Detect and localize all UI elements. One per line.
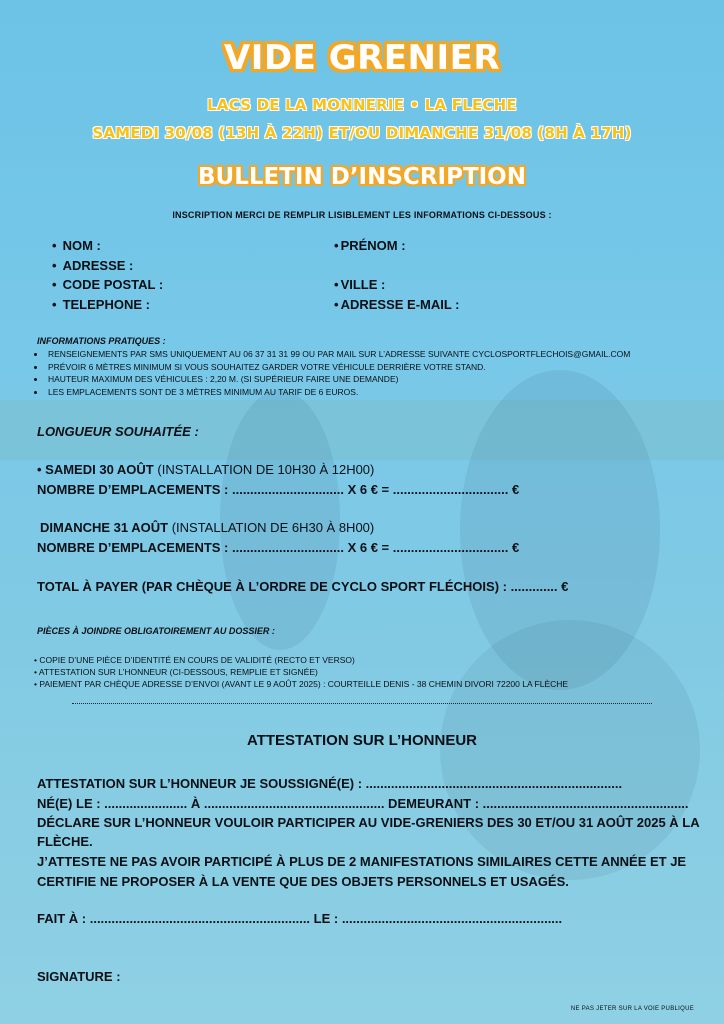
list-item: • RENSEIGNEMENTS PAR SMS UNIQUEMENT AU 06 37 31 31 99 OU PAR MAIL SUR L’ADRESSE SUIVANTE CYCLOSPORTFLECHOIS@GMAIL.COM xyxy=(46,348,706,361)
field-prenom[interactable]: • PRÉNOM : xyxy=(334,238,406,253)
field-label: PRÉNOM : xyxy=(340,238,406,253)
page-title: VIDE GRENIER xyxy=(223,38,501,78)
form-title: BULLETIN D’INSCRIPTION xyxy=(198,164,526,190)
fait-le-field[interactable]: FAIT À : ............................................................. LE : ............................................................. xyxy=(37,911,563,926)
dimanche-day: DIMANCHE 31 AOÛT xyxy=(40,520,169,535)
list-item: • PAIEMENT PAR CHÈQUE ADRESSE D’ENVOI (AVANT LE 9 AOÛT 2025) : COURTEILLE DENIS - 38 CHEMIN DIVORI 72200 LA FLÈCHE xyxy=(34,679,569,689)
background-wheel-shape xyxy=(440,620,700,880)
field-label: TELEPHONE : xyxy=(62,297,150,312)
attestation-text: CERTIFIE NE PROPOSER À LA VENTE QUE DES OBJETS PERSONNELS ET USAGÉS. xyxy=(37,874,569,889)
list-item: • LES EMPLACEMENTS SONT DE 3 MÈTRES MINIMUM AU TARIF DE 6 EUROS. xyxy=(46,386,706,399)
divider xyxy=(72,703,652,704)
field-label: VILLE : xyxy=(340,277,386,292)
field-email[interactable]: • ADRESSE E-MAIL : xyxy=(334,297,460,312)
list-item: • HAUTEUR MAXIMUM DES VÉHICULES : 2,20 M. (SI SUPÉRIEUR FAIRE UNE DEMANDE) xyxy=(46,373,706,386)
infos-heading: INFORMATIONS PRATIQUES : xyxy=(37,336,166,346)
field-adresse[interactable]: • ADRESSE : xyxy=(52,258,134,273)
samedi-emplacements-field[interactable]: NOMBRE D’EMPLACEMENTS : ............................... X 6 € = ................................ € xyxy=(37,482,520,497)
attestation-name-field[interactable]: ATTESTATION SUR L’HONNEUR JE SOUSSIGNÉ(E) : ....................................................................... xyxy=(37,776,623,791)
field-label: ADRESSE : xyxy=(62,258,134,273)
list-item: • ATTESTATION SUR L’HONNEUR (CI-DESSOUS, REMPLIE ET SIGNÉE) xyxy=(34,667,318,677)
field-telephone[interactable]: • TELEPHONE : xyxy=(52,297,150,312)
field-label: NOM : xyxy=(62,238,101,253)
field-nom[interactable]: • NOM : xyxy=(52,238,101,253)
samedi-install: (INSTALLATION DE 10H30 À 12H00) xyxy=(153,462,375,477)
attestation-birth-field[interactable]: NÉ(E) LE : ....................... À .................................................. DEMEURANT : ......................................................... xyxy=(37,796,689,811)
field-ville[interactable]: • VILLE : xyxy=(334,277,386,292)
field-label: ADRESSE E-MAIL : xyxy=(340,297,460,312)
attestation-title: ATTESTATION SUR L’HONNEUR xyxy=(247,732,477,749)
dimanche-line xyxy=(40,520,374,535)
event-location: LACS DE LA MONNERIE • LA FLECHE xyxy=(207,96,517,114)
dimanche-emplacements-field[interactable]: NOMBRE D’EMPLACEMENTS : ............................... X 6 € = ................................ € xyxy=(37,540,520,555)
intro-text: INSCRIPTION MERCI DE REMPLIR LISIBLEMENT LES INFORMATIONS CI-DESSOUS : xyxy=(172,210,552,220)
longueur-heading: LONGUEUR SOUHAITÉE : xyxy=(37,424,199,439)
pieces-heading: PIÈCES À JOINDRE OBLIGATOIREMENT AU DOSSIER : xyxy=(37,626,275,636)
samedi-line xyxy=(37,462,374,477)
footer-notice: NE PAS JETER SUR LA VOIE PUBLIQUE xyxy=(570,1006,694,1012)
list-item: • COPIE D’UNE PIÈCE D’IDENTITÉ EN COURS DE VALIDITÉ (RECTO ET VERSO) xyxy=(34,655,355,665)
total-field[interactable]: TOTAL À PAYER (PAR CHÈQUE À L’ORDRE DE CYCLO SPORT FLÉCHOIS) : ............. € xyxy=(37,579,569,594)
attestation-text: FLÈCHE. xyxy=(37,834,93,849)
attestation-text: DÉCLARE SUR L’HONNEUR VOULOIR PARTICIPER AU VIDE-GRENIERS DES 30 ET/OU 31 AOÛT 2025 À LA xyxy=(37,815,700,830)
field-label: CODE POSTAL : xyxy=(62,277,164,292)
list-item: • PRÉVOIR 6 MÈTRES MINIMUM SI VOUS SOUHAITEZ GARDER VOTRE VÉHICULE DERRIÈRE VOTRE STAND. xyxy=(46,361,706,374)
infos-list xyxy=(34,348,706,398)
dimanche-install: (INSTALLATION DE 6H30 À 8H00) xyxy=(168,520,375,535)
samedi-day: • SAMEDI 30 AOÛT xyxy=(37,462,154,477)
signature-field[interactable]: SIGNATURE : xyxy=(37,969,121,984)
event-dates: SAMEDI 30/08 (13H À 22H) ET/OU DIMANCHE 31/08 (8H À 17H) xyxy=(92,124,632,142)
attestation-text: J’ATTESTE NE PAS AVOIR PARTICIPÉ À PLUS DE 2 MANIFESTATIONS SIMILAIRES CETTE ANNÉE ET JE xyxy=(37,854,687,869)
field-code-postal[interactable]: • CODE POSTAL : xyxy=(52,277,164,292)
